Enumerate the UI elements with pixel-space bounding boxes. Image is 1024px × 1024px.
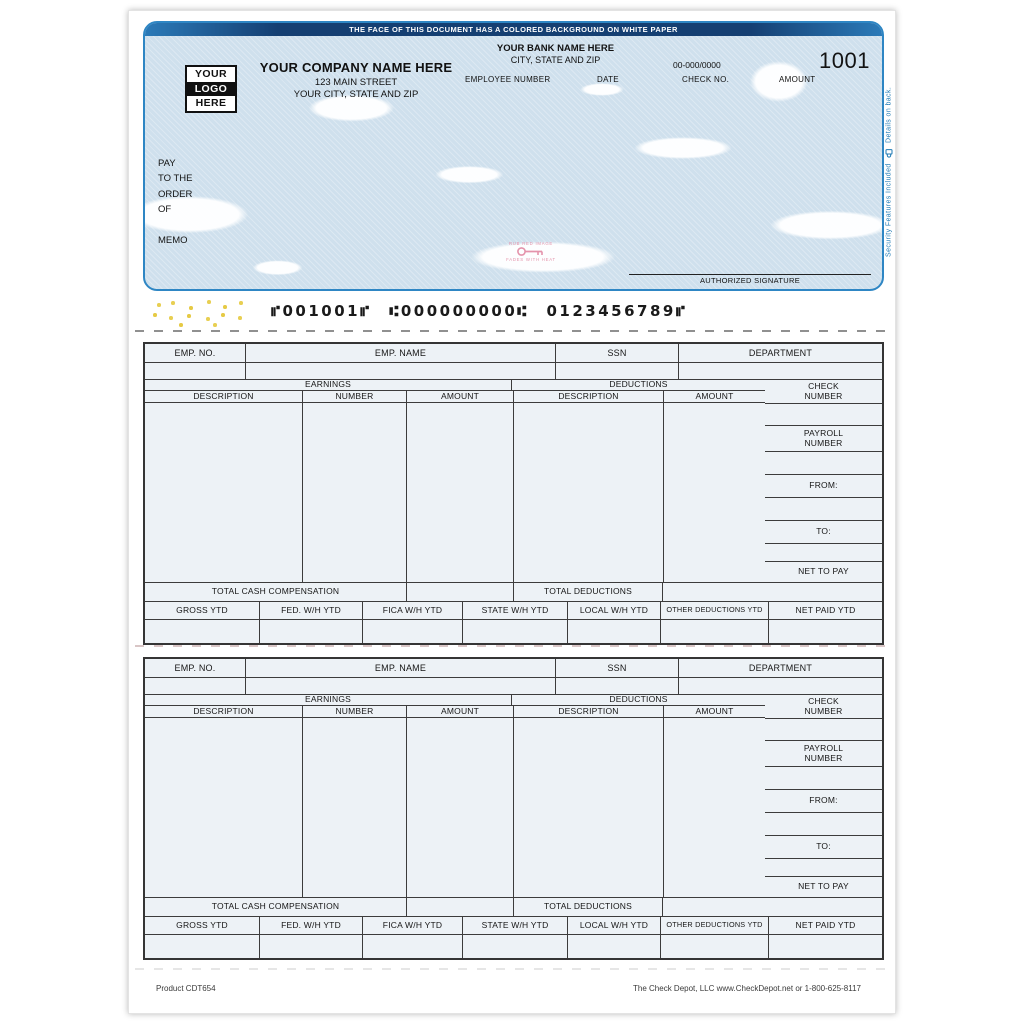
payee-line-2: TO THE <box>158 173 193 185</box>
number-label: NUMBER <box>335 391 374 401</box>
fica-wh-ytd-header <box>363 602 463 620</box>
description-label: DESCRIPTION <box>193 391 254 401</box>
state-wh-ytd-value-cell <box>463 935 568 958</box>
employee-value-row <box>145 678 882 695</box>
department-value-cell <box>679 678 882 695</box>
check-face <box>143 21 884 291</box>
emp-no-label: EMP. NO. <box>174 347 216 358</box>
emp-no-value-cell <box>145 678 246 695</box>
memo-label: MEMO <box>158 235 188 246</box>
deductions-amount-cell <box>664 718 765 898</box>
company-address-1: 123 MAIN STREET <box>314 76 398 88</box>
earnings-number-header <box>303 706 407 718</box>
payee-line-3: ORDER <box>158 188 193 200</box>
local-wh-ytd-value-cell <box>568 620 661 643</box>
deductions-header <box>512 380 765 391</box>
from-value-cell <box>765 498 882 521</box>
to-label: TO: <box>816 526 831 537</box>
payroll-number-label: PAYROLL NUMBER <box>803 427 844 448</box>
net-to-pay-label: NET TO PAY <box>798 881 849 892</box>
earnings-number-cell <box>303 718 407 898</box>
section-band-row <box>145 695 765 706</box>
total-cash-compensation-value-cell <box>407 898 514 917</box>
total-deductions-value-cell <box>663 898 765 917</box>
payroll-number-label: PAYROLL NUMBER <box>803 742 844 763</box>
routing-fraction: 00-000/0000 <box>673 60 721 70</box>
payroll-number-header <box>765 426 882 452</box>
company-address-2: YOUR CITY, STATE AND ZIP <box>293 89 419 100</box>
earnings-amount-cell <box>407 718 514 898</box>
other-deductions-ytd-header <box>661 917 769 935</box>
net-to-pay-header <box>765 562 882 583</box>
perforation-line <box>135 968 889 970</box>
net-paid-ytd-label: NET PAID YTD <box>795 604 856 615</box>
bank-name: YOUR BANK NAME HERE <box>496 43 615 54</box>
fica-wh-ytd-label: FICA W/H YTD <box>382 919 443 930</box>
other-deductions-ytd-value-cell <box>661 620 769 643</box>
other-deductions-ytd-label: OTHER DEDUCTIONS YTD <box>666 920 763 930</box>
emp-name-header <box>246 659 556 678</box>
emp-name-value-cell <box>246 363 556 380</box>
ssn-label: SSN <box>607 347 627 358</box>
gross-ytd-value-cell <box>145 935 260 958</box>
department-value-cell <box>679 363 882 380</box>
emp-name-label: EMP. NAME <box>374 662 427 673</box>
company-name: YOUR COMPANY NAME HERE <box>259 60 453 75</box>
ytd-value-row <box>145 935 882 958</box>
emp-no-header <box>145 344 246 363</box>
ssn-header <box>556 659 679 678</box>
employee-header-row <box>145 659 882 678</box>
totals-row <box>145 583 765 602</box>
net-paid-ytd-header <box>769 917 882 935</box>
state-wh-ytd-value-cell <box>463 620 568 643</box>
total-cash-compensation-header <box>145 898 407 917</box>
state-wh-ytd-label: STATE W/H YTD <box>481 919 549 930</box>
net-paid-ytd-value-cell <box>769 935 882 958</box>
other-deductions-ytd-value-cell <box>661 935 769 958</box>
state-wh-ytd-header <box>463 602 568 620</box>
net-paid-ytd-label: NET PAID YTD <box>795 919 856 930</box>
deductions-label: DEDUCTIONS <box>609 695 668 705</box>
ssn-value-cell <box>556 678 679 695</box>
perforation-line <box>135 330 889 332</box>
total-cash-compensation-header <box>145 583 407 602</box>
check-number-label: CHECK NUMBER <box>804 380 843 401</box>
detail-body-row <box>145 403 765 583</box>
section-band-row <box>145 380 765 391</box>
padlock-icon <box>885 149 893 158</box>
fica-wh-ytd-value-cell <box>363 620 463 643</box>
check-sheet <box>128 10 896 1014</box>
ytd-value-row <box>145 620 882 643</box>
fed-wh-ytd-value-cell <box>260 935 363 958</box>
column-header-row <box>145 391 765 403</box>
from-label: FROM: <box>809 795 838 806</box>
fica-wh-ytd-label: FICA W/H YTD <box>382 604 443 615</box>
pay-to-the-order-of <box>158 156 193 217</box>
total-cash-compensation-label: TOTAL CASH COMPENSATION <box>211 586 340 597</box>
seal-top-text: RUB RED IMAGE <box>508 241 554 246</box>
earnings-description-header <box>145 706 303 718</box>
micr-line: ⑈001001⑈ ⑆000000000⑆ 0123456789⑈ <box>271 302 688 320</box>
ssn-value-cell <box>556 363 679 380</box>
net-to-pay-header <box>765 877 882 898</box>
emp-name-header <box>246 344 556 363</box>
earnings-deductions-columns <box>145 695 765 917</box>
authorized-signature-line: AUTHORIZED SIGNATURE <box>629 274 871 285</box>
from-label: FROM: <box>809 480 838 491</box>
total-deductions-label: TOTAL DEDUCTIONS <box>543 901 633 912</box>
paystub <box>145 659 882 958</box>
payee-line-4: OF <box>158 203 172 215</box>
bank-address: CITY, STATE AND ZIP <box>510 55 601 65</box>
security-features-text: Security Features Included <box>885 163 893 258</box>
deductions-amount-header <box>664 391 765 403</box>
logo-placeholder <box>185 65 237 113</box>
earnings-header <box>145 695 512 706</box>
heat-sensitive-seal <box>503 241 559 262</box>
description-label: DESCRIPTION <box>558 706 619 716</box>
emp-no-label: EMP. NO. <box>174 662 216 673</box>
amount-field-label: AMOUNT <box>779 75 816 84</box>
detail-body-row <box>145 718 765 898</box>
net-paid-ytd-header <box>769 602 882 620</box>
security-edge-text <box>885 53 893 291</box>
to-header <box>765 836 882 859</box>
company-block <box>241 60 471 100</box>
paystub <box>145 344 882 643</box>
total-deductions-header <box>514 898 663 917</box>
earnings-description-cell <box>145 403 303 583</box>
total-cash-compensation-value-cell <box>407 583 514 602</box>
fed-wh-ytd-header <box>260 602 363 620</box>
summary-column <box>765 695 882 917</box>
net-to-pay-label: NET TO PAY <box>798 566 849 577</box>
other-deductions-ytd-label: OTHER DEDUCTIONS YTD <box>666 605 763 615</box>
check-number-header <box>765 380 882 404</box>
amount-label: AMOUNT <box>695 391 734 401</box>
security-dots <box>157 303 161 307</box>
summary-column <box>765 380 882 602</box>
employee-header-row <box>145 344 882 363</box>
payee-line-1: PAY <box>158 158 176 169</box>
bank-block <box>473 43 638 65</box>
deductions-description-header <box>514 706 664 718</box>
colored-background-banner: THE FACE OF THIS DOCUMENT HAS A COLORED BACKGROUND ON WHITE PAPER <box>145 23 882 36</box>
payroll-number-value-cell <box>765 767 882 790</box>
local-wh-ytd-label: LOCAL W/H YTD <box>579 604 649 615</box>
department-header <box>679 659 882 678</box>
department-header <box>679 344 882 363</box>
fed-wh-ytd-label: FED. W/H YTD <box>281 919 341 930</box>
total-deductions-label: TOTAL DEDUCTIONS <box>543 586 633 597</box>
net-to-pay-value-cell <box>765 898 882 917</box>
employee-value-row <box>145 363 882 380</box>
date-field-label: DATE <box>597 75 619 84</box>
net-to-pay-value-cell <box>765 583 882 602</box>
column-header-row <box>145 706 765 718</box>
deductions-amount-header <box>664 706 765 718</box>
total-deductions-value-cell <box>663 583 765 602</box>
earnings-deductions-section <box>145 695 882 917</box>
to-label: TO: <box>816 841 831 852</box>
local-wh-ytd-value-cell <box>568 935 661 958</box>
employee-number-field-label: EMPLOYEE NUMBER <box>465 75 551 84</box>
deductions-description-cell <box>514 403 664 583</box>
other-deductions-ytd-header <box>661 602 769 620</box>
description-label: DESCRIPTION <box>558 391 619 401</box>
description-label: DESCRIPTION <box>193 706 254 716</box>
amount-label: AMOUNT <box>440 391 480 401</box>
from-header <box>765 475 882 498</box>
earnings-header <box>145 380 512 391</box>
to-value-cell <box>765 544 882 562</box>
gross-ytd-header <box>145 602 260 620</box>
earnings-amount-header <box>407 706 514 718</box>
earnings-number-cell <box>303 403 407 583</box>
key-icon <box>516 246 546 257</box>
local-wh-ytd-header <box>568 602 661 620</box>
gross-ytd-label: GROSS YTD <box>176 604 228 615</box>
department-label: DEPARTMENT <box>748 662 813 673</box>
deductions-header <box>512 695 765 706</box>
state-wh-ytd-header <box>463 917 568 935</box>
logo-line-2: LOGO <box>187 82 235 97</box>
fed-wh-ytd-value-cell <box>260 620 363 643</box>
total-deductions-header <box>514 583 663 602</box>
check-number: 1001 <box>819 48 870 73</box>
from-header <box>765 790 882 813</box>
payroll-number-value-cell <box>765 452 882 475</box>
payroll-number-header <box>765 741 882 767</box>
from-value-cell <box>765 813 882 836</box>
gross-ytd-label: GROSS YTD <box>176 919 228 930</box>
amount-label: AMOUNT <box>440 706 480 716</box>
vendor-info: The Check Depot, LLC www.CheckDepot.net or 1-800-625-8117 <box>633 984 861 993</box>
deductions-label: DEDUCTIONS <box>609 380 668 390</box>
logo-line-3: HERE <box>195 97 227 110</box>
product-code: Product CDT654 <box>156 984 216 993</box>
check-number-header <box>765 695 882 719</box>
to-value-cell <box>765 859 882 877</box>
fed-wh-ytd-header <box>260 917 363 935</box>
earnings-amount-header <box>407 391 514 403</box>
check-number-label: CHECK NUMBER <box>804 695 843 716</box>
paystub-top <box>143 342 884 645</box>
ytd-header-row <box>145 917 882 935</box>
total-cash-compensation-label: TOTAL CASH COMPENSATION <box>211 901 340 912</box>
details-on-back-text: Details on back. <box>885 86 893 143</box>
fica-wh-ytd-value-cell <box>363 935 463 958</box>
earnings-deductions-columns <box>145 380 765 602</box>
number-label: NUMBER <box>335 706 374 716</box>
earnings-label: EARNINGS <box>305 695 351 705</box>
local-wh-ytd-label: LOCAL W/H YTD <box>579 919 649 930</box>
emp-name-value-cell <box>246 678 556 695</box>
gross-ytd-value-cell <box>145 620 260 643</box>
emp-name-label: EMP. NAME <box>374 347 427 358</box>
fed-wh-ytd-label: FED. W/H YTD <box>281 604 341 615</box>
ssn-header <box>556 344 679 363</box>
perforation-line <box>135 645 889 647</box>
totals-row <box>145 898 765 917</box>
earnings-deductions-section <box>145 380 882 602</box>
earnings-label: EARNINGS <box>305 380 351 390</box>
gross-ytd-header <box>145 917 260 935</box>
seal-bottom-text: FADES WITH HEAT <box>506 257 556 262</box>
local-wh-ytd-header <box>568 917 661 935</box>
check-number-value-cell <box>765 719 882 741</box>
amount-label: AMOUNT <box>695 706 734 716</box>
earnings-number-header <box>303 391 407 403</box>
earnings-description-cell <box>145 718 303 898</box>
paystub-bottom <box>143 657 884 960</box>
check-number-value-cell <box>765 404 882 426</box>
earnings-description-header <box>145 391 303 403</box>
to-header <box>765 521 882 544</box>
logo-line-1: YOUR <box>195 68 227 80</box>
check-no-field-label: CHECK NO. <box>682 75 730 84</box>
ytd-header-row <box>145 602 882 620</box>
emp-no-value-cell <box>145 363 246 380</box>
deductions-description-header <box>514 391 664 403</box>
department-label: DEPARTMENT <box>748 347 813 358</box>
earnings-amount-cell <box>407 403 514 583</box>
state-wh-ytd-label: STATE W/H YTD <box>481 604 549 615</box>
deductions-amount-cell <box>664 403 765 583</box>
emp-no-header <box>145 659 246 678</box>
fica-wh-ytd-header <box>363 917 463 935</box>
ssn-label: SSN <box>607 662 627 673</box>
deductions-description-cell <box>514 718 664 898</box>
net-paid-ytd-value-cell <box>769 620 882 643</box>
